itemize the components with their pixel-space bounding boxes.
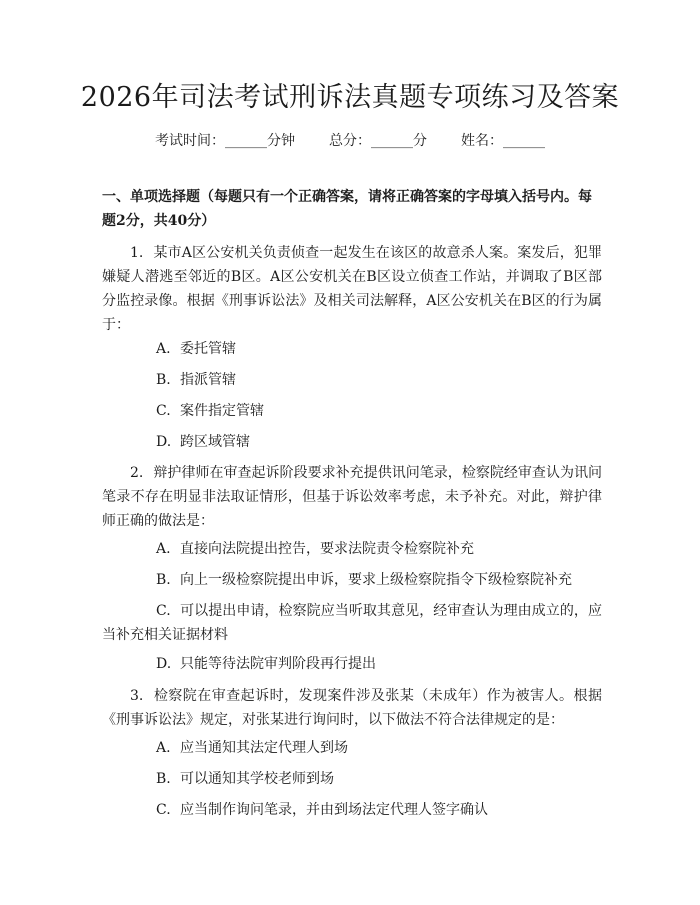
option-letter: D. — [156, 656, 172, 672]
question-1-option-d — [102, 430, 602, 454]
option-letter: A. — [156, 740, 171, 756]
option-text: 跨区域管辖 — [180, 434, 250, 450]
option-letter: B. — [156, 572, 171, 588]
question-3 — [102, 684, 602, 732]
section-heading: 一、单项选择题（每题只有一个正确答案，请将正确答案的字母填入括号内。每题2分，共40分） — [102, 189, 592, 229]
question-2-option-b — [102, 568, 602, 592]
option-letter: D. — [156, 434, 172, 450]
option-letter: B. — [156, 771, 171, 787]
question-2-option-d — [102, 652, 602, 676]
option-letter: C. — [156, 802, 171, 818]
option-text: 应当通知其法定代理人到场 — [180, 740, 348, 756]
option-text: 案件指定管辖 — [180, 403, 264, 419]
question-number: 1. — [130, 245, 144, 261]
question-2 — [102, 461, 602, 533]
option-text: 可以通知其学校老师到场 — [180, 771, 334, 787]
exam-meta — [0, 130, 700, 152]
option-letter: B. — [156, 372, 171, 388]
option-text: 向上一级检察院提出申诉，要求上级检察院指令下级检察院补充 — [180, 572, 572, 588]
question-stem: 检察院在审查起诉时，发现案件涉及张某（未成年）作为被害人。根据《刑事诉讼法》规定，对张某进行询问时，以下做法不符合法律规定的是： — [102, 688, 602, 728]
question-2-option-c — [102, 599, 602, 647]
question-number: 2. — [130, 465, 144, 481]
question-2-option-a — [102, 537, 602, 561]
question-number: 3. — [130, 688, 144, 704]
option-text: 只能等待法院审判阶段再行提出 — [180, 656, 376, 672]
option-text: 委托管辖 — [180, 341, 236, 357]
option-letter: A. — [156, 541, 171, 557]
option-text: 应当制作询问笔录，并由到场法定代理人签字确认 — [180, 802, 488, 818]
exam-time-field: 考试时间：______分钟 — [155, 133, 295, 149]
question-3-option-b — [102, 767, 602, 791]
question-1 — [102, 241, 602, 337]
total-score-field: 总分：______分 — [329, 133, 427, 149]
option-text: 直接向法院提出控告，要求法院责令检察院补充 — [180, 541, 474, 557]
question-3-option-a — [102, 736, 602, 760]
question-stem: 辩护律师在审查起诉阶段要求补充提供讯问笔录，检察院经审查认为讯问笔录不存在明显非法取证情形，但基于诉讼效率考虑，未予补充。对此，辩护律师正确的做法是： — [102, 465, 602, 529]
question-3-option-c — [102, 798, 602, 822]
option-letter: C. — [156, 603, 171, 619]
question-1-option-c — [102, 399, 602, 423]
name-field: 姓名：______ — [461, 133, 545, 149]
question-1-option-b — [102, 368, 602, 392]
document-title: 2026年司法考试刑诉法真题专项练习及答案 — [80, 82, 620, 113]
option-text: 指派管辖 — [180, 372, 236, 388]
option-text: 可以提出申请，检察院应当听取其意见，经审查认为理由成立的，应当补充相关证据材料 — [102, 603, 602, 643]
option-letter: A. — [156, 341, 171, 357]
question-stem: 某市A区公安机关负责侦查一起发生在该区的故意杀人案。案发后，犯罪嫌疑人潜逃至邻近的B区。A区公安机关在B区设立侦查工作站，并调取了B区部分监控录像。根据《刑事诉讼法》及相关司法解释，A区公安机关在B区的行为属于： — [102, 245, 602, 333]
option-letter: C. — [156, 403, 171, 419]
question-1-option-a — [102, 337, 602, 361]
